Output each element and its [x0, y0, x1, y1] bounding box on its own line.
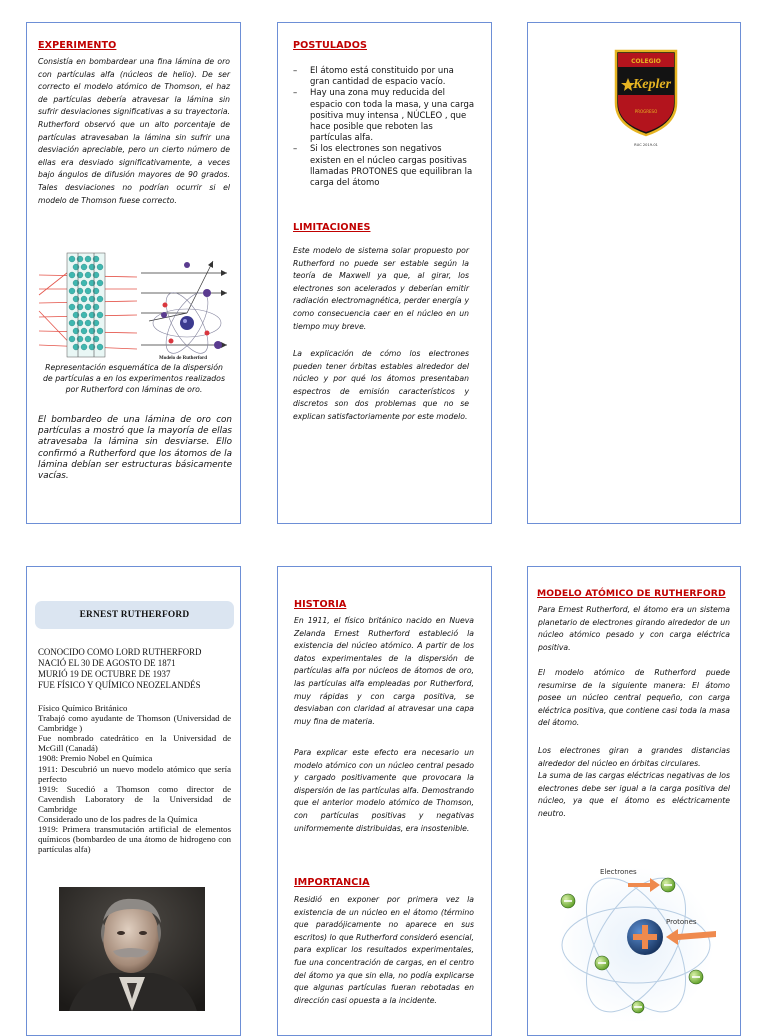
- gold-foil-diagram: [39, 245, 137, 363]
- panel-experimento: [26, 22, 241, 524]
- logo-code: RUC 2019-01: [634, 143, 658, 147]
- intro-line: NACIÓ EL 30 DE AGOSTO DE 1871: [38, 658, 176, 668]
- heading-importancia: IMPORTANCIA: [294, 877, 370, 888]
- history-paragraph-2: Para explicar este efecto era necesario un modelo atómico con un núcleo central pesado y cargado positivamente que provocara la dispersión de las partículas alfa. Demostrando que el anterior modelo atómico de Thomson, con partículas positivas y negativas uniformemente distribuidas, era insostenible.: [294, 748, 474, 833]
- postulate-item: – El átomo está constituido por una gran cantidad de espacio vacío.: [293, 66, 475, 88]
- heading-modelo: MODELO ATÓMICO DE RUTHERFORD: [537, 588, 726, 599]
- panel-modelo: [527, 566, 741, 1036]
- limitations-paragraph-2: La explicación de cómo los electrones pueden tener órbitas estables alrededor del núcleo y por qué los átomos presentaban espectros de emisión característicos y discretos son dos problemas que no se explican satisfactoriamente por este modelo.: [293, 349, 469, 421]
- fact-item: Físico Químico Británico: [38, 703, 128, 713]
- heading-limitaciones: LIMITACIONES: [293, 222, 371, 233]
- modelo-paragraph-3: Los electrones giran a grandes distancias alrededor del núcleo en órbitas circulares.: [538, 746, 730, 768]
- fact-item: 1911: Descubrió un nuevo modelo atómico que sería perfecto: [38, 763, 231, 784]
- protons-label: Protones: [666, 918, 697, 926]
- atom-diagram: [546, 857, 726, 1027]
- panel-biografia: [26, 566, 241, 1036]
- modelo-paragraph-1: Para Ernest Rutherford, el átomo era un sistema planetario de electrones girando alrededor de un núcleo atómico pesado y con carga eléctrica positiva.: [538, 605, 730, 652]
- panel-postulados: [277, 22, 492, 524]
- limitations-paragraph-1: Este modelo de sistema solar propuesto por Rutherford no puede ser estable según la teoría de Maxwell ya que, al girar, los electrones son acelerados y deberían emitir radiación electromagnética, perder energía y como consecuencia caer en el núcleo en un tiempo muy breve.: [293, 246, 469, 331]
- heading-experimento: EXPERIMENTO: [38, 40, 117, 51]
- fact-item: 1919: Sucedió a Thomson como director de Cavendish Laboratory de la Universidad de Cambridge: [38, 783, 231, 814]
- figure-caption: Representación esquemática de la dispersión de partículas a en los experimentos realizados por Rutherford con láminas de oro.: [42, 363, 226, 394]
- bio-intro: [38, 647, 232, 691]
- postulates-list: [293, 66, 475, 189]
- history-paragraph-1: En 1911, el físico británico nacido en Nueva Zelanda Ernest Rutherford estableció la existencia del núcleo atómico. A partir de los datos experimentales de la dispersión de partículas alfa por núcleos de átomos de oro, las partículas alfa empleadas por Rutherford, muy rápidas y con carga positiva, se desviaban con claridad al atravesar una capa muy fina de materia.: [294, 616, 474, 726]
- intro-line: FUE FÍSICO Y QUÍMICO NEOZELANDÉS: [38, 680, 201, 690]
- name-banner: [35, 601, 234, 629]
- intro-line: MURIÓ 19 DE OCTUBRE DE 1937: [38, 669, 171, 679]
- kepler-logo: [612, 45, 680, 141]
- intro-line: CONOCIDO COMO LORD RUTHERFORD: [38, 647, 202, 657]
- fact-item: Considerado uno de los padres de la Química: [38, 814, 198, 825]
- experimento-paragraph: Consistía en bombardear una fina lámina de oro con partículas alfa (núcleos de helio). De ser correcto el modelo atómico de Thomson, el haz de partículas debería atravesar la lámina sin sufrir desviaciones significativas a su trayectoria. Rutherford observó que un alto porcentaje de partículas atravesaban la lámina sin sufrir una desviación apreciable, pero un cierto número de ellas era desviado significativamente, a veces bajo ángulos de difusión mayores de 90 grados. Tales desviaciones no podrían ocurrir si el modelo de Thomson fuese correcto.: [38, 57, 230, 205]
- fact-item: Trabajó como ayudante de Thomson (Universidad de Cambridge ): [38, 713, 231, 734]
- rutherford-model-diagram: [141, 261, 227, 359]
- heading-postulados: POSTULADOS: [293, 40, 367, 51]
- electrons-label: Electrones: [600, 868, 637, 876]
- rutherford-portrait: [59, 887, 205, 1011]
- modelo-paragraph-2: El modelo atómico de Rutherford puede resumirse de la siguiente manera: El átomo posee un núcleo central pequeño, con carga eléctrica positiva, que contiene casi toda la masa del átomo.: [538, 668, 730, 728]
- modelo-paragraph-4: La suma de las cargas eléctricas negativas de los electrones debe ser igual a la carga positiva del núcleo, ya que el átomo es eléctricamente neutro.: [538, 771, 730, 818]
- postulate-item: – Hay una zona muy reducida del espacio con toda la masa, y una carga positiva muy intensa , NÚCLEO , que hace posible que reboten las partículas alfa.: [293, 88, 475, 144]
- logo-top-text: COLEGIO: [631, 58, 661, 65]
- importance-paragraph: Residió en exponer por primera vez la existencia de un núcleo en el átomo (término que paradójicamente no aparece en sus escritos) lo que Rutherford consideró esencial, para explicar los resultados experimentales, fue una concentración de cargas, en el centro del átomo ya que sin ella, no podía explicarse que algunas partículas fueran rebotadas en dirección casi opuesta a la incidente.: [294, 895, 474, 1005]
- banner-title: ERNEST RUTHERFORD: [79, 610, 190, 620]
- scattering-figure: [37, 245, 233, 363]
- fact-item: 1908: Premio Nobel en Química: [38, 753, 153, 764]
- conclusion-text: El bombardeo de una lámina de oro con partículas a mostró que la mayoría de ellas atravesaba la lámina sin desviarse. Ello confirmó a Rutherford que los átomos de la lámina debían ser estructuras básicamente vacías.: [38, 415, 232, 482]
- heading-historia: HISTORIA: [294, 599, 347, 610]
- fact-item: Fue nombrado catedrático en la Universidad de McGill (Canadá): [38, 733, 231, 754]
- logo-bottom-text: PROGRESO: [634, 109, 658, 114]
- panel-historia: [277, 566, 492, 1036]
- postulate-item: – Si los electrones son negativos existen en el núcleo cargas positivas llamadas PROTONES que equilibran la carga del átomo: [293, 144, 475, 189]
- panel-cover: [527, 22, 741, 524]
- bio-facts: [38, 703, 231, 854]
- figure-label: Modelo de Rutherford: [159, 356, 208, 361]
- fact-item: 1919: Primera transmutación artificial de elementos químicos (bombardeo de una átomo de hidrogeno con partículas alfa): [38, 824, 231, 855]
- logo-word: Kepler: [632, 77, 672, 92]
